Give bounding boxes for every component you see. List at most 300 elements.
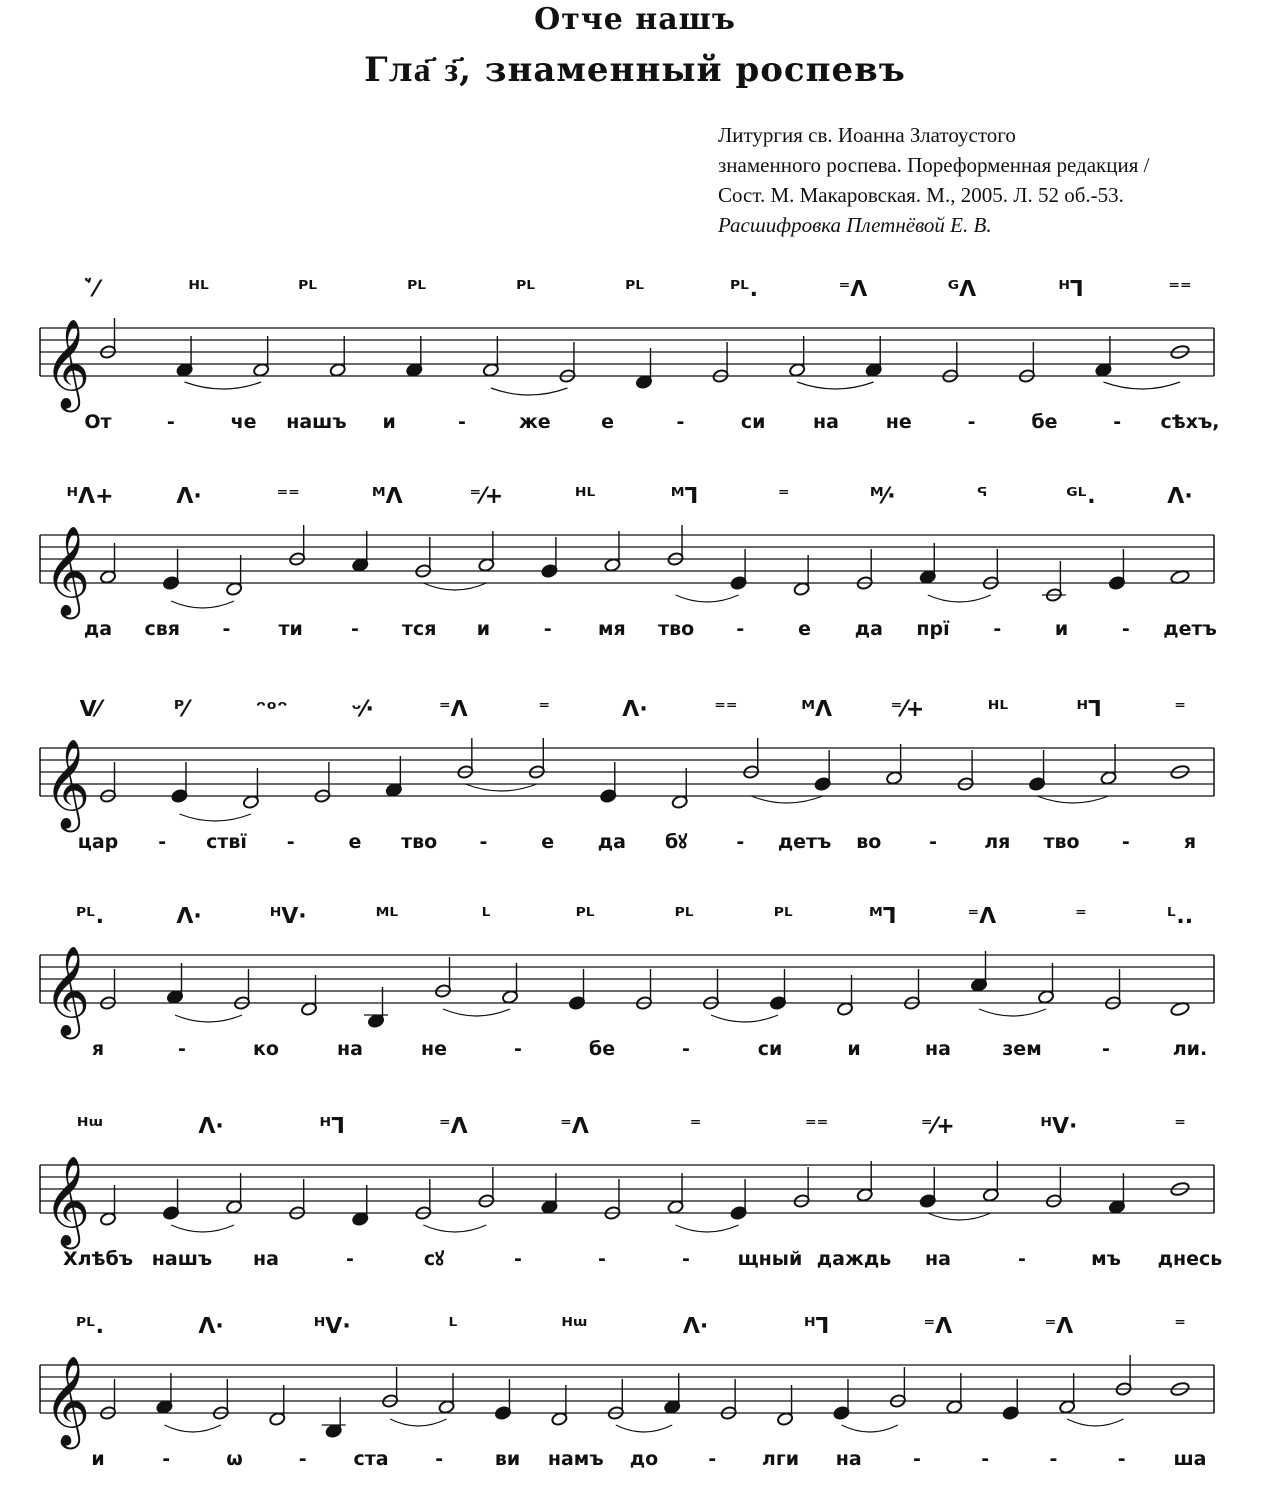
note xyxy=(928,549,1000,602)
note xyxy=(541,537,558,578)
note xyxy=(443,963,519,1016)
lyric-syllable: е xyxy=(541,831,555,853)
znamenny-neume: ᵔᵒᵔ xyxy=(255,697,288,722)
slur xyxy=(676,1225,739,1232)
slur xyxy=(928,595,991,602)
lyric-syllable: лги xyxy=(761,1448,800,1470)
note xyxy=(919,543,936,584)
znamenny-neume: ᴾᒻ xyxy=(674,904,695,929)
lyric-syllable: и xyxy=(91,1448,105,1470)
lyric-syllable: ти xyxy=(278,618,303,640)
lyric-syllable: на xyxy=(813,411,839,433)
lyric-syllable: цар xyxy=(77,831,119,853)
lyric-syllable: намъ xyxy=(547,1448,604,1470)
treble-clef-icon: 𝄞 xyxy=(44,319,91,409)
lyric-syllable: ля xyxy=(984,831,1011,853)
lyric-hyphen: - xyxy=(981,1448,990,1470)
slur xyxy=(616,1425,672,1432)
znamenny-neume: ᐱ· xyxy=(198,1114,224,1139)
znamenny-neume: ⁼⁼ xyxy=(714,697,738,722)
lyric-hyphen: - xyxy=(222,618,231,640)
znamenny-neume: ᐯ⁄ xyxy=(79,697,101,722)
lyric-syllable: сѣхъ, xyxy=(1160,411,1220,433)
note xyxy=(751,750,831,803)
note xyxy=(482,336,499,377)
transcription-credit: Расшифровка Плетнёвой Е. В. xyxy=(718,213,992,237)
lyric-syllable: е xyxy=(348,831,362,853)
note xyxy=(833,1379,850,1420)
note xyxy=(364,987,388,1028)
lyric-syllable: си xyxy=(740,411,766,433)
lyric-syllable: свя xyxy=(144,618,180,640)
note xyxy=(667,525,684,566)
lyric-hyphen: - xyxy=(708,1448,717,1470)
note xyxy=(789,336,806,377)
znamenny-neume: ᴹᒣ xyxy=(868,904,897,929)
note xyxy=(171,762,188,803)
lyric-syllable: е xyxy=(798,618,812,640)
note xyxy=(1037,744,1117,803)
note xyxy=(743,738,760,779)
znamenny-neume: ᴾᒻ xyxy=(575,904,596,929)
lyric-syllable: и xyxy=(847,1038,861,1060)
note xyxy=(919,1167,936,1208)
lyric-syllable: зем xyxy=(1002,1038,1042,1060)
treble-clef-icon: 𝄞 xyxy=(44,526,91,616)
lyric-syllable: мъ xyxy=(1091,1248,1121,1270)
slur xyxy=(841,1425,897,1432)
lyric-syllable: тво xyxy=(658,618,695,640)
lyric-syllable: же xyxy=(518,411,551,433)
note xyxy=(1018,342,1035,383)
lyric-syllable: ствï xyxy=(206,831,247,853)
znamenny-neume: ᴹ⁄· xyxy=(869,484,896,509)
znamenny-neume: ⁼ xyxy=(777,484,790,509)
znamenny-neume: ⁼ᐱ xyxy=(439,697,468,722)
lyric-syllable: тво xyxy=(1043,831,1080,853)
znamenny-neume: ⁼⁼ xyxy=(1168,277,1192,302)
slur xyxy=(175,1015,242,1022)
znamenny-neume: ᒻ xyxy=(481,904,492,929)
note xyxy=(712,342,729,383)
note xyxy=(856,549,873,590)
note xyxy=(171,555,243,608)
note xyxy=(777,1385,794,1426)
lyric-syllable: тся xyxy=(401,618,437,640)
note xyxy=(793,555,810,596)
znamenny-neume: ⁼ xyxy=(1174,1114,1186,1139)
znamenny-neume: ⁼⁄+ xyxy=(890,697,925,722)
znamenny-neume: ᴴᵚ xyxy=(76,1114,104,1139)
znamenny-neume: ᐱ· xyxy=(176,904,202,929)
lyric-syllable: не xyxy=(885,411,912,433)
slur xyxy=(676,595,739,602)
lyric-hyphen: - xyxy=(736,831,745,853)
znamenny-neume: ᒻ.. xyxy=(1166,904,1194,929)
slur xyxy=(423,1225,486,1232)
lyric-syllable: даждь xyxy=(816,1248,892,1270)
lyric-hyphen: - xyxy=(350,618,359,640)
note xyxy=(1103,344,1190,389)
znamenny-neume: ᴴᒻ xyxy=(987,697,1009,722)
source-line-3: Сост. М. Макаровская. М., 2005. Л. 52 об.-53. xyxy=(718,183,1124,207)
znamenny-neume: ᴾᒻ xyxy=(516,277,536,302)
lyric-hyphen: - xyxy=(298,1448,307,1470)
source-line-1: Литургия св. Иоанна Златоустого xyxy=(718,123,1016,147)
note xyxy=(635,969,652,1010)
lyric-syllable: бе xyxy=(588,1038,616,1060)
znamenny-neume: ᴴᒻ xyxy=(188,277,210,302)
note xyxy=(289,525,306,566)
znamenny-neume: ᴴᒻ xyxy=(574,484,597,509)
lyric-hyphen: - xyxy=(929,831,938,853)
znamenny-neume: ᴳᒻ. xyxy=(1066,484,1096,509)
lyric-syllable: си xyxy=(757,1038,783,1060)
lyric-syllable: на xyxy=(925,1038,951,1060)
znamenny-neume: ᴴᐯ· xyxy=(269,904,307,929)
lyric-syllable: и xyxy=(476,618,491,640)
znamenny-neume: ᴾᒻ. xyxy=(75,904,105,929)
slur xyxy=(928,1213,991,1220)
znamenny-neume: ᐱ· xyxy=(622,697,648,722)
slur xyxy=(491,388,568,395)
znamenny-neume: ⁼ᐱ xyxy=(1044,1314,1074,1339)
note xyxy=(163,549,180,590)
znamenny-neume: ᴴᒣ xyxy=(1058,277,1084,302)
note xyxy=(942,342,959,383)
staff-system-1 xyxy=(40,277,1220,433)
lyric-syllable: я xyxy=(1183,831,1197,853)
lyric-syllable: не xyxy=(420,1038,448,1060)
znamenny-neume: ⁼ xyxy=(538,697,550,722)
note xyxy=(269,1385,286,1426)
lyric-syllable: ли. xyxy=(1172,1038,1208,1060)
lyric-syllable: я xyxy=(91,1038,105,1060)
slur xyxy=(179,814,250,821)
lyric-syllable: и xyxy=(382,411,396,433)
znamenny-neume: ⁼⁄+ xyxy=(469,484,504,509)
note xyxy=(1002,1379,1019,1420)
note xyxy=(163,1179,180,1220)
slur xyxy=(1103,382,1180,389)
znamenny-neume: ᴾᒻ xyxy=(407,277,427,302)
lyric-hyphen: - xyxy=(1121,618,1130,640)
znamenny-neume: ᴾᒻ. xyxy=(729,277,759,302)
lyric-hyphen: - xyxy=(1121,831,1130,853)
note xyxy=(1042,561,1066,602)
note xyxy=(676,549,748,602)
slur xyxy=(1037,796,1108,803)
note xyxy=(903,969,920,1010)
znamenny-neume: ᴴᵚ xyxy=(561,1314,588,1339)
note xyxy=(667,1173,684,1214)
lyric-syllable: детъ xyxy=(777,831,832,853)
lyric-hyphen: - xyxy=(178,1038,186,1060)
lyric-syllable: тво xyxy=(401,831,438,853)
lyric-hyphen: - xyxy=(913,1448,921,1470)
note xyxy=(797,336,882,389)
note xyxy=(352,1185,369,1226)
note xyxy=(382,1367,399,1408)
chant-title: Отче нашъ xyxy=(534,2,736,37)
note xyxy=(185,336,270,389)
slur xyxy=(443,1009,510,1016)
znamenny-neume: ⁼ xyxy=(689,1114,702,1139)
lyric-syllable: днесь xyxy=(1157,1248,1223,1270)
slur xyxy=(797,382,874,389)
note xyxy=(635,348,652,389)
lyric-hyphen: - xyxy=(479,831,488,853)
lyric-syllable: ви xyxy=(494,1448,521,1470)
lyric-syllable: ста xyxy=(353,1448,389,1470)
note xyxy=(171,1173,243,1232)
note xyxy=(1104,969,1121,1010)
staff-system-2 xyxy=(40,484,1217,640)
lyric-hyphen: - xyxy=(158,831,167,853)
note xyxy=(946,1373,963,1414)
note xyxy=(711,969,787,1022)
znamenny-neume: ᴴᒣ xyxy=(319,1114,345,1139)
znamenny-neume: ᴴᐯ· xyxy=(1040,1114,1078,1139)
znamenny-neume: ᴴᐯ· xyxy=(313,1314,351,1339)
note xyxy=(604,531,621,572)
note xyxy=(434,957,451,998)
note xyxy=(314,762,331,803)
lyric-syllable: детъ xyxy=(1163,618,1217,640)
znamenny-neume: ᴴᐱ+ xyxy=(66,484,114,509)
staff-system-4 xyxy=(40,904,1214,1060)
znamenny-neume: ᴾᒻ xyxy=(773,904,794,929)
znamenny-neume: ꙿ⁄ xyxy=(81,277,99,302)
lyric-hyphen: - xyxy=(286,831,295,853)
lyric-syllable: От xyxy=(84,411,112,433)
note xyxy=(385,756,402,797)
lyric-syllable: на xyxy=(835,1448,862,1470)
note xyxy=(607,1379,624,1420)
znamenny-neume: ᴹᒣ xyxy=(670,484,699,509)
znamenny-neume: ᴹᐱ xyxy=(371,484,403,509)
staff-system-6 xyxy=(40,1314,1214,1470)
znamenny-neume: ⁼ᐱ xyxy=(923,1314,953,1339)
znamenny-neume: ᴾ⁄ xyxy=(173,697,188,722)
note xyxy=(99,543,116,584)
znamenny-neume: ᐱ· xyxy=(1167,484,1193,509)
note xyxy=(300,975,317,1016)
note xyxy=(1095,336,1112,377)
note xyxy=(676,1179,748,1232)
lyric-syllable: щный xyxy=(737,1248,803,1270)
lyric-syllable: на xyxy=(337,1038,363,1060)
znamenny-neume: ᴳᐱ xyxy=(947,277,977,302)
slur xyxy=(711,1015,778,1022)
lyric-syllable: на xyxy=(253,1248,279,1270)
note xyxy=(457,738,474,779)
note xyxy=(175,969,251,1022)
treble-clef-icon: 𝄞 xyxy=(44,1356,91,1446)
znamenny-neume: ⁼⁄+ xyxy=(920,1114,955,1139)
source-line-2: знаменного роспева. Пореформенная редакция / xyxy=(718,153,1150,177)
znamenny-neume: ᴹᐱ xyxy=(801,697,833,722)
note xyxy=(1045,1167,1062,1208)
note xyxy=(886,744,903,785)
lyric-syllable: нашъ xyxy=(151,1248,213,1270)
slur xyxy=(751,796,822,803)
znamenny-neume: ⁼ᐱ xyxy=(967,904,997,929)
znamenny-neume: ⁼ᐱ xyxy=(560,1114,589,1139)
note xyxy=(415,1179,432,1220)
lyric-hyphen: - xyxy=(435,1448,444,1470)
lyric-syllable: мя xyxy=(598,618,626,640)
note xyxy=(99,762,116,803)
note xyxy=(1059,1373,1076,1414)
lyric-hyphen: - xyxy=(166,411,175,433)
lyric-syllable: на xyxy=(925,1248,951,1270)
lyric-syllable: да xyxy=(854,618,883,640)
note xyxy=(465,738,545,791)
note xyxy=(604,1179,621,1220)
lyric-hyphen: - xyxy=(514,1248,522,1270)
note xyxy=(166,963,183,1004)
znamenny-neume: ⁼ xyxy=(1075,904,1087,929)
note xyxy=(99,1185,116,1226)
note xyxy=(406,336,423,377)
note xyxy=(322,1397,346,1438)
lyric-hyphen: - xyxy=(1117,1448,1126,1470)
znamenny-neume: ᴴᒣ xyxy=(803,1314,830,1339)
lyric-syllable: ѡ xyxy=(226,1448,243,1470)
lyric-syllable: во xyxy=(856,831,882,853)
znamenny-neume: ᐱ· xyxy=(198,1314,224,1339)
slur xyxy=(185,382,262,389)
lyric-syllable: нашъ xyxy=(286,411,347,433)
note xyxy=(551,1385,568,1426)
lyric-hyphen: - xyxy=(676,411,685,433)
slur xyxy=(465,784,536,791)
note xyxy=(415,537,432,578)
note xyxy=(836,975,853,1016)
note xyxy=(164,1379,229,1432)
lyric-hyphen: - xyxy=(1049,1448,1058,1470)
lyric-hyphen: - xyxy=(162,1448,171,1470)
note xyxy=(390,1373,455,1426)
lyric-syllable: ша xyxy=(1173,1448,1207,1470)
note xyxy=(289,1179,306,1220)
note xyxy=(541,1173,558,1214)
znamenny-neume: ᒻ xyxy=(448,1314,459,1339)
znamenny-neume: ᕐ xyxy=(976,484,988,509)
slur xyxy=(1067,1419,1123,1426)
lyric-hyphen: - xyxy=(458,411,466,433)
treble-clef-icon: 𝄞 xyxy=(44,1156,91,1246)
lyric-hyphen: - xyxy=(967,411,976,433)
note xyxy=(329,336,346,377)
znamenny-neume: ⁼⁼ xyxy=(805,1114,829,1139)
note xyxy=(176,336,193,377)
note xyxy=(1108,549,1125,590)
note xyxy=(979,963,1055,1016)
note xyxy=(1029,750,1046,791)
lyric-hyphen: - xyxy=(514,1038,522,1060)
note xyxy=(928,1161,1000,1220)
lyric-syllable: и xyxy=(1054,618,1069,640)
lyric-hyphen: - xyxy=(1102,1038,1110,1060)
znamenny-neume: ᴾᒻ. xyxy=(75,1314,105,1339)
lyric-syllable: е xyxy=(601,411,615,433)
note xyxy=(1108,1173,1125,1214)
lyric-syllable: да xyxy=(83,618,113,640)
note xyxy=(568,969,585,1010)
znamenny-neume: ᴴᒣ xyxy=(1076,697,1102,722)
lyric-hyphen: - xyxy=(736,618,745,640)
note xyxy=(491,342,576,395)
lyric-hyphen: - xyxy=(993,618,1002,640)
lyric-syllable: бꙋ xyxy=(665,831,688,853)
lyric-hyphen: - xyxy=(682,1248,690,1270)
note xyxy=(179,768,259,821)
note xyxy=(720,1379,737,1420)
treble-clef-icon: 𝄞 xyxy=(44,739,91,829)
znamenny-neume: ᴾᒻ xyxy=(625,277,645,302)
staff-system-5 xyxy=(40,1114,1222,1270)
znamenny-neume: ᴹᒻ xyxy=(375,904,399,929)
note xyxy=(99,1379,116,1420)
lyric-syllable: ко xyxy=(253,1038,279,1060)
lyric-hyphen: - xyxy=(346,1248,354,1270)
lyric-syllable: да xyxy=(597,831,626,853)
znamenny-neume: ⁼ xyxy=(1174,1314,1186,1339)
lyric-hyphen: - xyxy=(1113,411,1122,433)
znamenny-neume: ⁼ xyxy=(1174,697,1186,722)
staff-system-3 xyxy=(40,697,1214,853)
slur xyxy=(979,1009,1046,1016)
note xyxy=(616,1373,681,1432)
lyric-hyphen: - xyxy=(598,1248,606,1270)
note xyxy=(156,1373,173,1414)
znamenny-neume: ᐱ· xyxy=(682,1314,709,1339)
znamenny-neume: ᐱ· xyxy=(176,484,202,509)
note xyxy=(494,1379,511,1420)
lyric-hyphen: - xyxy=(682,1038,690,1060)
note xyxy=(99,318,116,359)
slur xyxy=(423,583,486,590)
note xyxy=(99,969,116,1010)
lyric-syllable: сꙋ xyxy=(423,1248,445,1270)
note xyxy=(957,750,974,791)
lyric-syllable: до xyxy=(629,1448,659,1470)
znamenny-neume: ᴾᒻ xyxy=(298,277,318,302)
lyric-syllable: прï xyxy=(916,618,950,640)
note xyxy=(352,531,369,572)
lyric-hyphen: - xyxy=(1018,1248,1026,1270)
znamenny-neume: ⁼⁼ xyxy=(276,484,300,509)
note xyxy=(702,969,719,1010)
slur xyxy=(164,1425,220,1432)
treble-clef-icon: 𝄞 xyxy=(44,946,91,1036)
slur xyxy=(171,1225,234,1232)
lyric-syllable: Хлѣбъ xyxy=(62,1248,134,1270)
slur xyxy=(390,1419,446,1426)
chant-subtitle: Гла҃ з҃, знаменный роспевъ xyxy=(364,50,906,90)
lyric-syllable: бе xyxy=(1031,411,1058,433)
note xyxy=(671,768,688,809)
znamenny-neume: ⁼ᐱ xyxy=(838,277,868,302)
slur xyxy=(171,601,234,608)
znamenny-neume: ⁼ᐱ xyxy=(439,1114,468,1139)
note xyxy=(600,762,617,803)
znamenny-neume: ᵕ⁄· xyxy=(351,697,374,722)
lyric-hyphen: - xyxy=(543,618,552,640)
note xyxy=(970,951,987,992)
